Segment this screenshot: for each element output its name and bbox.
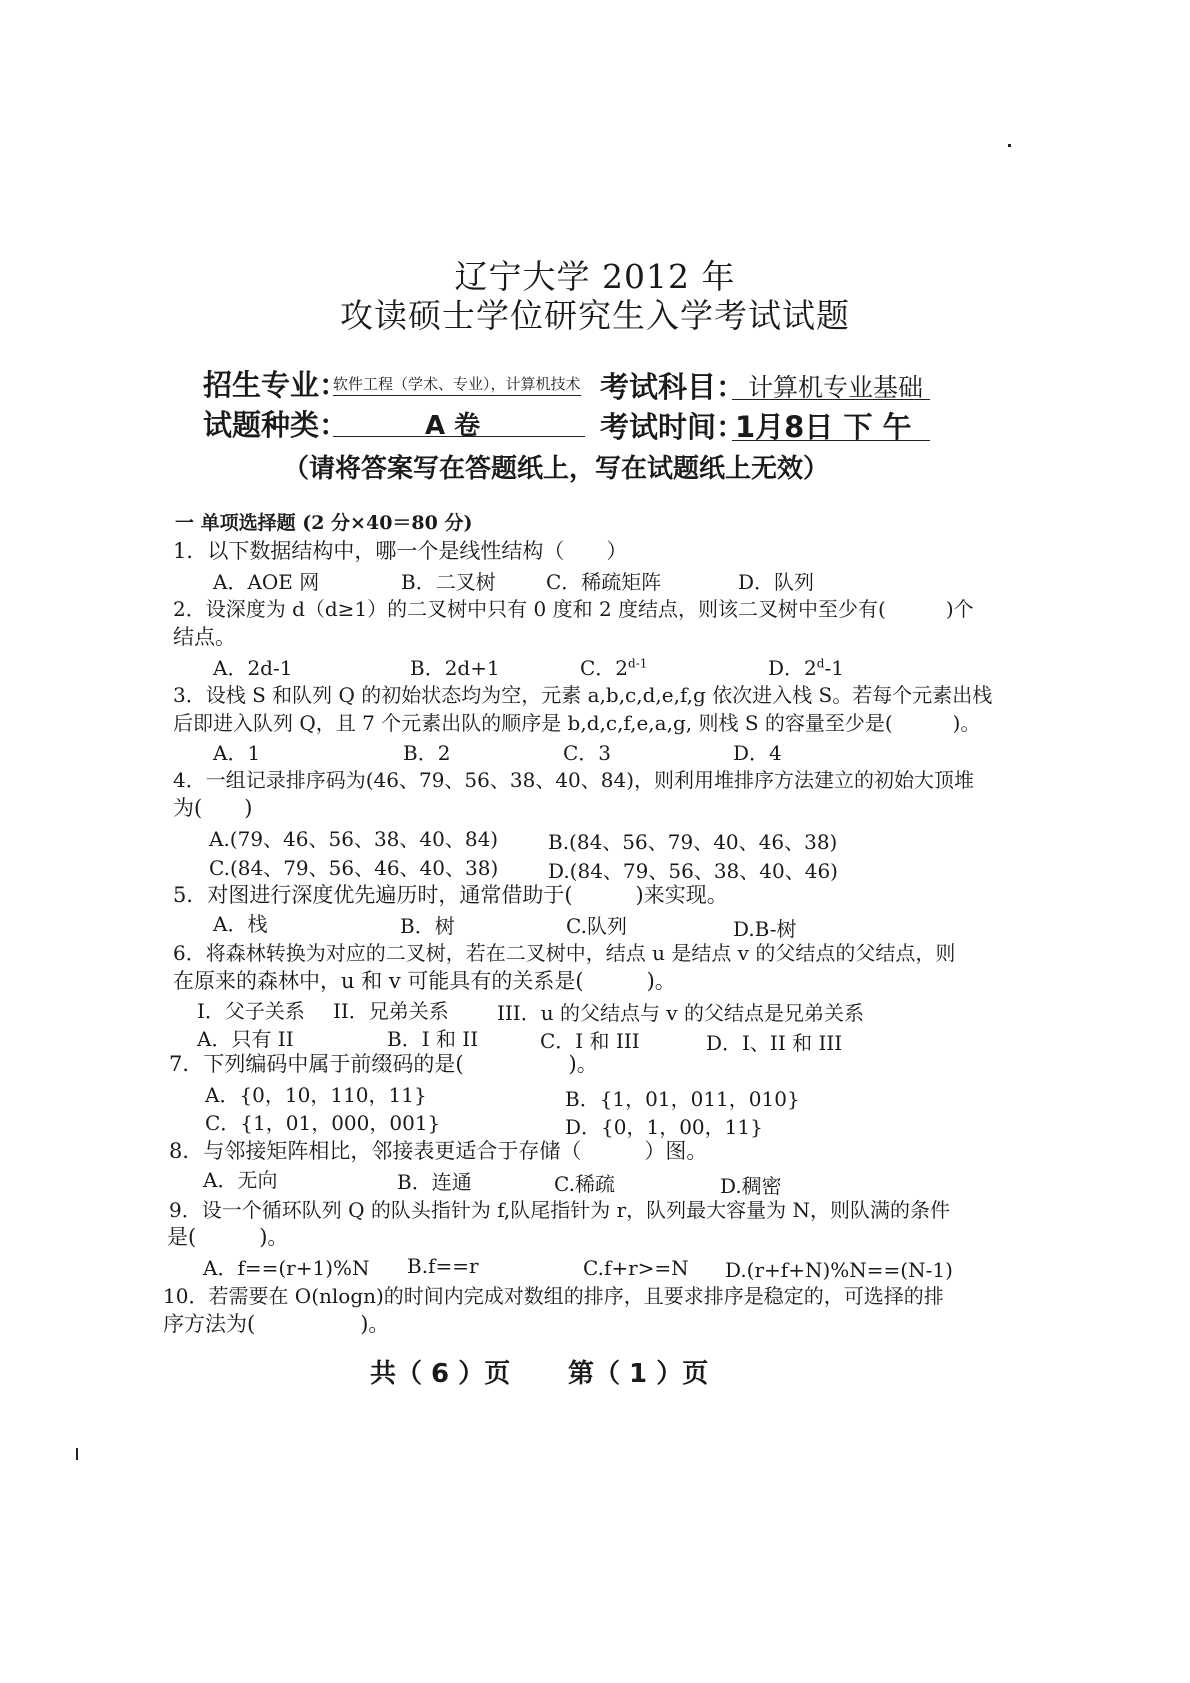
q9-option-c: C.f+r>=N	[583, 1256, 689, 1280]
time-value: 1月8日 下 午	[735, 410, 912, 444]
q8-option-d: D.稠密	[720, 1174, 782, 1198]
q7-option-d: D．{0，1，00，11}	[565, 1115, 763, 1139]
q6-relation-1: I．父子关系	[197, 999, 305, 1023]
question-6-cont: 在原来的森林中，u 和 v 可能具有的关系是( )。	[173, 969, 676, 993]
major-label: 招生专业：	[203, 368, 349, 402]
type-value: A 卷	[425, 411, 481, 441]
q2-option-c-sup: d-1	[628, 656, 648, 671]
type-label: 试题种类：	[203, 408, 349, 442]
page-total: 共（ 6 ）页	[370, 1359, 511, 1389]
question-9-cont: 是( )。	[167, 1225, 289, 1249]
q1-option-d: D．队列	[738, 570, 815, 594]
question-4: 4．一组记录排序码为(46、79、56、38、40、84)，则利用堆排序方法建立的初始大顶堆	[173, 768, 975, 792]
question-4-cont: 为( )	[173, 796, 253, 820]
q3-option-b: B．2	[403, 741, 451, 765]
question-5: 5．对图进行深度优先遍历时，通常借助于( )来实现。	[173, 883, 728, 907]
q6-option-a: A．只有 II	[197, 1027, 294, 1051]
answer-notice: （请将答案写在答题纸上，写在试题纸上无效）	[283, 454, 830, 484]
q2-option-d-sup: d	[816, 656, 825, 671]
q4-option-c: C.(84、79、56、46、40、38)	[209, 856, 499, 880]
scan-mark-dot	[1008, 144, 1011, 147]
major-underline	[333, 395, 581, 396]
question-9: 9．设一个循环队列 Q 的队头指针为 f,队尾指针为 r，队列最大容量为 N，则队满的条件	[169, 1198, 951, 1222]
q2-option-d	[768, 652, 844, 681]
q1-option-b: B．二叉树	[401, 570, 496, 594]
section-heading: 一 单项选择题 (2 分×40＝80 分)	[175, 512, 473, 534]
q4-option-d: D.(84、79、56、38、40、46)	[548, 859, 838, 883]
q1-option-c: C．稀疏矩阵	[546, 570, 662, 594]
q5-option-d: D.B-树	[733, 917, 797, 941]
q5-option-b: B．树	[400, 914, 455, 938]
q6-relation-2: II．兄弟关系	[333, 999, 449, 1023]
q7-option-b: B．{1，01，011，010}	[565, 1087, 800, 1111]
question-2-cont: 结点。	[173, 625, 236, 649]
q7-option-c: C．{1，01，000，001}	[205, 1111, 441, 1135]
q9-option-d: D.(r+f+N)%N==(N-1)	[725, 1258, 953, 1282]
q4-option-a: A.(79、46、56、38、40、84)	[209, 827, 499, 851]
q8-option-c: C.稀疏	[554, 1172, 615, 1196]
question-3-cont: 后即进入队列 Q，且 7 个元素出队的顺序是 b,d,c,f,e,a,g, 则栈 S 的容量至少是( )。	[173, 711, 981, 735]
q6-option-c: C．I 和 III	[540, 1029, 640, 1053]
q1-option-a: A．AOE 网	[213, 570, 320, 594]
question-6: 6．将森林转换为对应的二叉树，若在二叉树中，结点 u 是结点 v 的父结点的父结点，则	[173, 941, 956, 965]
page-current: 第（ 1 ）页	[568, 1359, 709, 1389]
q5-option-a: A．栈	[213, 912, 268, 936]
q3-option-d: D．4	[733, 741, 782, 765]
q3-option-c: C．3	[563, 741, 612, 765]
q6-relation-3: III．u 的父结点与 v 的父结点是兄弟关系	[497, 1001, 864, 1025]
q2-option-c	[580, 652, 647, 681]
q6-option-d: D．I、II 和 III	[706, 1031, 843, 1055]
subject-value: 计算机专业基础	[748, 373, 924, 402]
question-1: 1．以下数据结构中，哪一个是线性结构（ ）	[173, 539, 628, 563]
question-2: 2．设深度为 d（d≥1）的二叉树中只有 0 度和 2 度结点，则该二叉树中至少有( )个	[173, 597, 974, 621]
q6-option-b: B．I 和 II	[387, 1027, 479, 1051]
q9-option-a: A．f==(r+1)%N	[203, 1256, 370, 1280]
q2-option-b: B．2d+1	[410, 656, 500, 680]
q2-option-c-base: C．2	[580, 656, 629, 680]
time-label: 考试时间：	[600, 410, 746, 444]
question-3: 3．设栈 S 和队列 Q 的初始状态均为空，元素 a,b,c,d,e,f,g 依次进入栈 S。若每个元素出栈	[173, 683, 993, 707]
subject-label: 考试科目：	[600, 370, 746, 404]
question-10: 10．若需要在 O(nlogn)的时间内完成对数组的排序，且要求排序是稳定的，可选择的排	[163, 1284, 944, 1308]
q9-option-b: B.f==r	[407, 1254, 479, 1278]
scan-mark-line	[76, 1448, 78, 1460]
question-8: 8．与邻接矩阵相比，邻接表更适合于存储（ ）图。	[169, 1139, 708, 1163]
q7-option-a: A．{0，10，110，11}	[205, 1083, 427, 1107]
exam-title-line1: 辽宁大学 2012 年	[454, 257, 736, 296]
q8-option-b: B．连通	[397, 1170, 472, 1194]
major-value: 软件工程（学术、专业），计算机技术	[333, 375, 581, 393]
q3-option-a: A．1	[213, 741, 261, 765]
q2-option-a: A．2d-1	[213, 656, 293, 680]
q2-option-d-base: D．2	[768, 656, 817, 680]
q5-option-c: C.队列	[566, 914, 627, 938]
q4-option-b: B.(84、56、79、40、46、38)	[548, 830, 838, 854]
question-10-cont: 序方法为( )。	[163, 1312, 390, 1336]
q2-option-d-tail: -1	[824, 656, 844, 680]
exam-title-line2: 攻读硕士学位研究生入学考试试题	[340, 296, 850, 335]
q8-option-a: A．无向	[203, 1168, 278, 1192]
question-7: 7．下列编码中属于前缀码的是( )。	[169, 1052, 598, 1076]
